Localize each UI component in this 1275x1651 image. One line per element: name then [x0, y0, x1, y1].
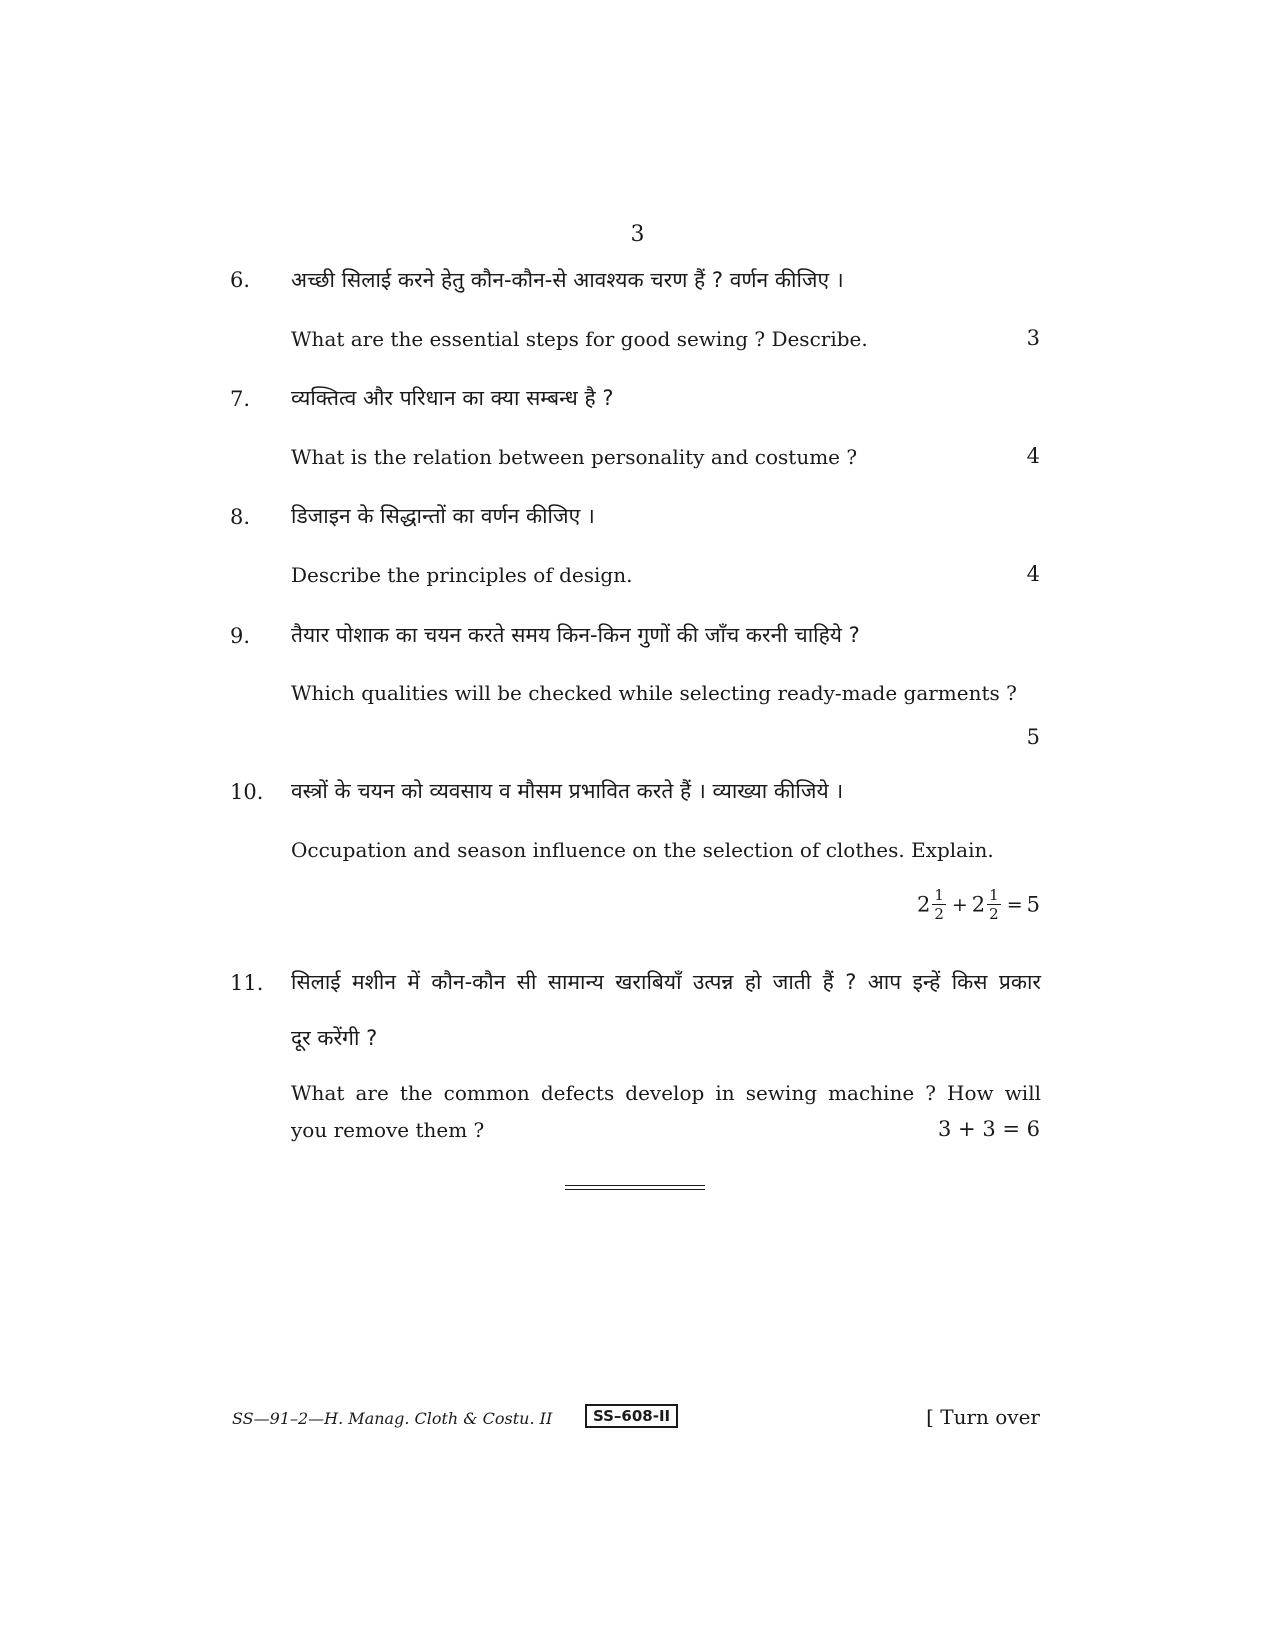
mixed-number-whole-1: 2 — [916, 892, 931, 917]
page-number: 3 — [630, 222, 645, 247]
footer-turn-over: [ Turn over — [926, 1405, 1040, 1429]
question-7-english: What is the relation between personality and costume ? — [291, 445, 858, 469]
question-11-marks: 3 + 3 = 6 — [938, 1117, 1040, 1141]
question-6-english: What are the essential steps for good sewing ? Describe. — [291, 327, 868, 351]
question-7-hindi: व्यक्तित्व और परिधान का क्या सम्बन्ध है ? — [291, 386, 614, 410]
fraction-1-denominator: 2 — [934, 905, 944, 923]
question-6-hindi: अच्छी सिलाई करने हेतु कौन-कौन-से आवश्यक चरण हैं ? वर्णन कीजिए । — [291, 268, 844, 292]
mixed-number-whole-2: 2 — [971, 892, 986, 917]
question-11-english-line-2: you remove them ? — [291, 1118, 485, 1142]
question-10-number: 10. — [230, 780, 264, 804]
question-8-english: Describe the principles of design. — [291, 563, 633, 587]
question-8-marks: 4 — [1026, 562, 1040, 586]
question-10-english: Occupation and season influence on the selection of clothes. Explain. — [291, 838, 994, 862]
question-8-number: 8. — [230, 505, 251, 529]
question-9-english: Which qualities will be checked while selecting ready-made garments ? — [291, 681, 1017, 705]
question-9-marks: 5 — [1026, 725, 1040, 749]
question-8-hindi: डिजाइन के सिद्धान्तों का वर्णन कीजिए । — [291, 504, 595, 528]
end-divider — [565, 1185, 705, 1190]
question-11-hindi-line-1: सिलाई मशीन में कौन-कौन सी सामान्य खराबियाँ उत्पन्न हो जाती हैं ? आप इन्हें किस प्रकार — [291, 970, 1041, 994]
question-9-number: 9. — [230, 624, 251, 648]
question-9-hindi: तैयार पोशाक का चयन करते समय किन-किन गुणों की जाँच करनी चाहिये ? — [291, 623, 860, 647]
question-10-marks — [820, 886, 1040, 923]
footer-subject: SS—91–2—H. Manag. Cloth & Costu. II — [232, 1409, 553, 1428]
fraction-1 — [932, 886, 946, 923]
question-7-marks: 4 — [1026, 444, 1040, 468]
question-11-english-line-1: What are the common defects develop in sewing machine ? How will — [291, 1081, 1041, 1105]
question-11-number: 11. — [230, 971, 264, 995]
fraction-2-denominator: 2 — [989, 905, 999, 923]
fraction-2 — [987, 886, 1001, 923]
footer-paper-code: SS–608-II — [585, 1404, 678, 1428]
question-10-hindi: वस्त्रों के चयन को व्यवसाय व मौसम प्रभावित करते हैं । व्याख्या कीजिये । — [291, 779, 844, 803]
equals-sign: = — [1006, 893, 1023, 916]
question-6-number: 6. — [230, 268, 251, 292]
question-11-hindi-line-2: दूर करेंगी ? — [291, 1026, 378, 1050]
fraction-2-numerator: 1 — [989, 886, 999, 904]
question-6-marks: 3 — [1026, 326, 1040, 350]
question-7-number: 7. — [230, 387, 251, 411]
plus-sign: + — [951, 893, 968, 916]
fraction-1-numerator: 1 — [934, 886, 944, 904]
marks-total: 5 — [1026, 892, 1040, 917]
